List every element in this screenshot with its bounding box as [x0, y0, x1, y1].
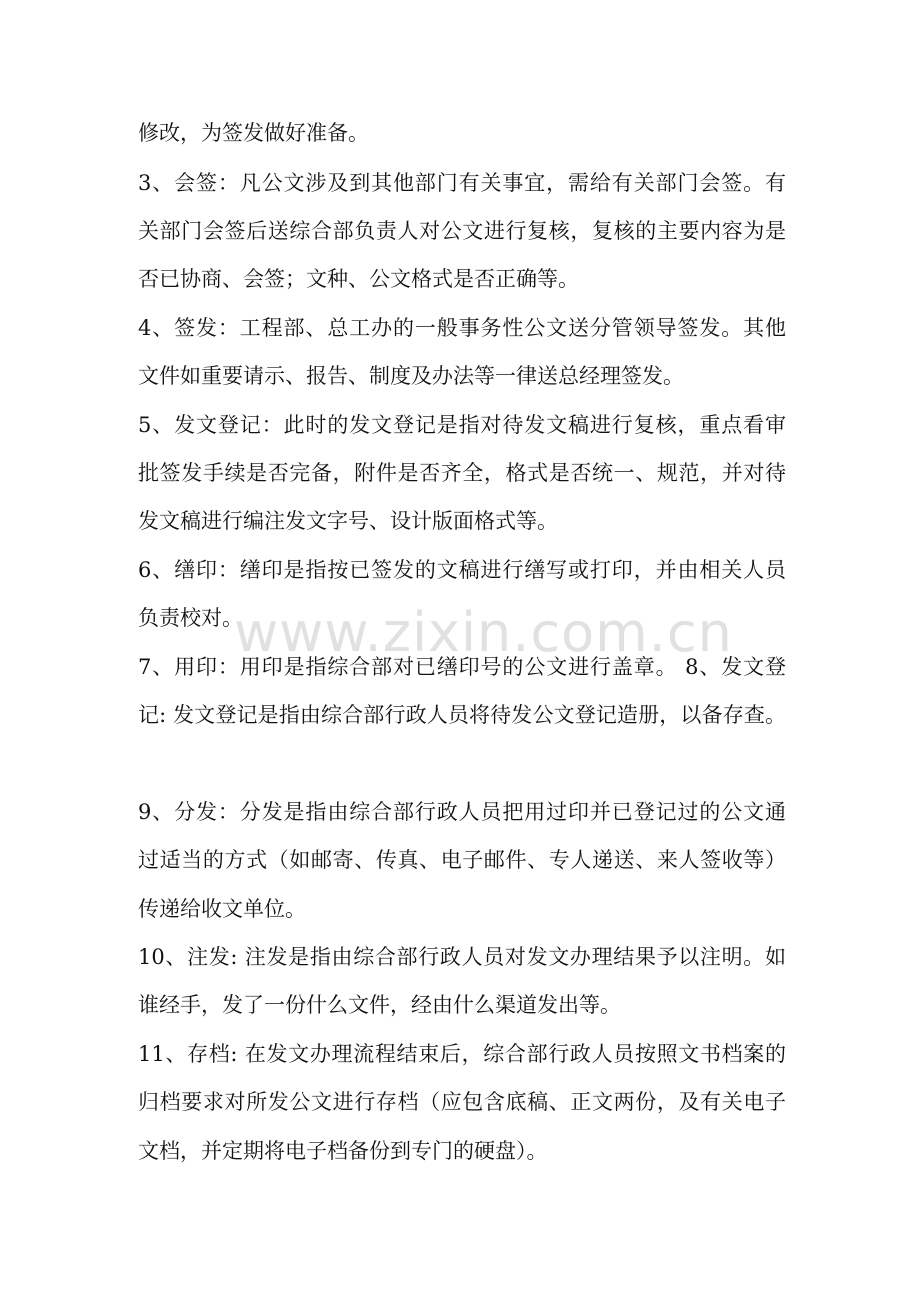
text-line: 归档要求对所发公文进行存档（应包含底稿、正文两份，及有关电子 [138, 1090, 786, 1114]
text-line: 4、签发：工程部、总工办的一般事务性公文送分管领导签发。其他 [138, 316, 786, 340]
text-line: 5、发文登记：此时的发文登记是指对待发文稿进行复核，重点看审 [138, 413, 786, 437]
text-line: 发文稿进行编注发文字号、设计版面格式等。 [138, 509, 558, 533]
text-line: 10、注发: 注发是指由综合部行政人员对发文办理结果予以注明。如 [138, 945, 786, 969]
text-line: 3、会签：凡公文涉及到其他部门有关事宜，需给有关部门会签。有 [138, 171, 786, 195]
text-line: 关部门会签后送综合部负责人对公文进行复核，复核的主要内容为是 [138, 219, 786, 243]
text-line: 批签发手续是否完备，附件是否齐全，格式是否统一、规范，并对待 [138, 461, 786, 485]
text-line: 7、用印：用印是指综合部对已缮印号的公文进行盖章。 8、发文登 [138, 655, 786, 679]
text-line: 11、存档: 在发文办理流程结束后，综合部行政人员按照文书档案的 [138, 1042, 786, 1066]
text-line: 修改，为签发做好准备。 [138, 121, 369, 145]
text-line: 否已协商、会签；文种、公文格式是否正确等。 [138, 267, 579, 291]
text-line: 传递给收文单位。 [138, 897, 306, 921]
text-line: 记: 发文登记是指由综合部行政人员将待发公文登记造册，以备存查。 [138, 703, 786, 727]
text-line: 9、分发：分发是指由综合部行政人员把用过印并已登记过的公文通 [138, 800, 786, 824]
text-line: 6、缮印：缮印是指按已签发的文稿进行缮写或打印，并由相关人员 [138, 558, 786, 582]
text-line: 文档，并定期将电子档备份到专门的硬盘）。 [138, 1139, 548, 1163]
text-line: 负责校对。 [138, 606, 243, 630]
text-line: 谁经手，发了一份什么文件，经由什么渠道发出等。 [138, 993, 621, 1017]
watermark: www.zixin.com.cn [234, 601, 733, 664]
text-line: 文件如重要请示、报告、制度及办法等一律送总经理签发。 [138, 364, 684, 388]
text-line: 过适当的方式（如邮寄、传真、电子邮件、专人递送、来人签收等） [138, 848, 786, 872]
